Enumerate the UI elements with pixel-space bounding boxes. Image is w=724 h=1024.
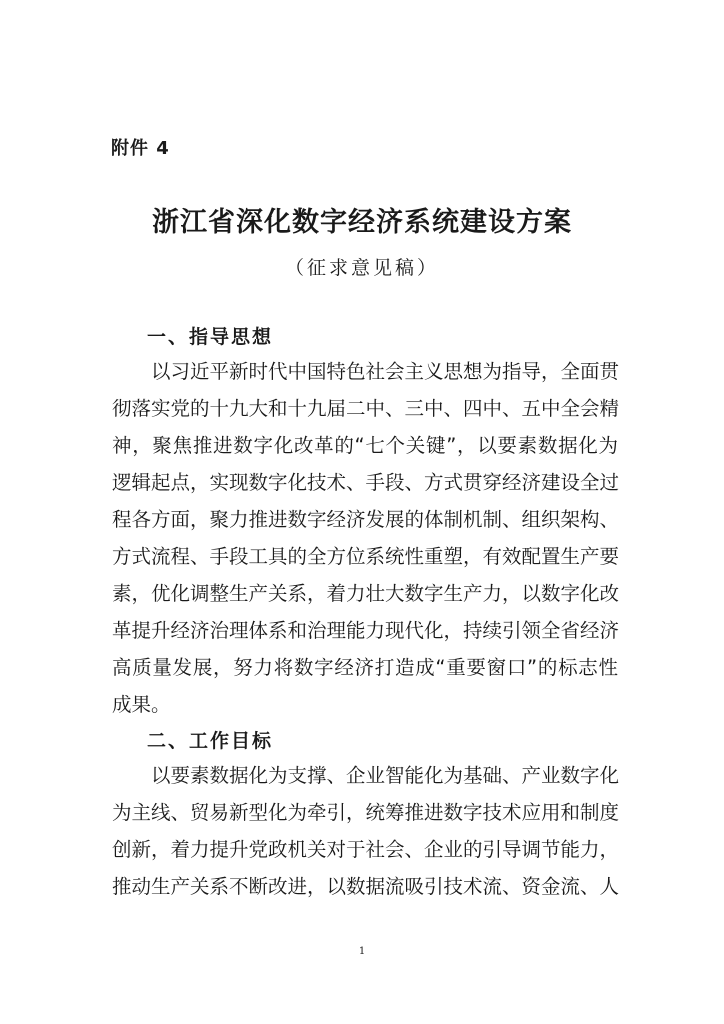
section-heading-work-objectives: 二、工作目标: [147, 730, 274, 752]
paragraph-line: 逻辑起点，实现数字化技术、手段、方式贯穿经济建设全过: [112, 471, 620, 494]
paragraph-line: 成果。: [112, 693, 171, 716]
paragraph-line: 高质量发展，努力将数字经济打造成“重要窗口”的标志性: [112, 656, 618, 679]
paragraph-line: 素，优化调整生产关系，着力壮大数字生产力，以数字化改: [112, 582, 620, 605]
paragraph-line: 为主线、贸易新型化为牵引，统筹推进数字技术应用和制度: [112, 801, 620, 824]
paragraph-line: 以习近平新时代中国特色社会主义思想为指导，全面贯: [151, 360, 620, 383]
paragraph-line: 程各方面，聚力推进数字经济发展的体制机制、组织架构、: [112, 508, 620, 531]
paragraph-line: 以要素数据化为支撑、企业智能化为基础、产业数字化: [151, 764, 620, 787]
page-number: 1: [358, 946, 366, 957]
paragraph-line: 革提升经济治理体系和治理能力现代化，持续引领全省经济: [112, 619, 620, 642]
section-heading-guiding-ideology: 一、指导思想: [147, 326, 274, 348]
document-title: 浙江省深化数字经济系统建设方案: [152, 207, 572, 238]
paragraph-line: 神，聚焦推进数字化改革的“七个关键”，以要素数据化为: [112, 434, 618, 457]
attachment-label: 附件 4: [111, 138, 170, 159]
paragraph-line: 彻落实党的十九大和十九届二中、三中、四中、五中全会精: [112, 397, 620, 420]
paragraph-line: 创新，着力提升党政机关对于社会、企业的引导调节能力，: [112, 838, 620, 861]
paragraph-line: 推动生产关系不断改进，以数据流吸引技术流、资金流、人: [112, 875, 620, 898]
paragraph-line: 方式流程、手段工具的全方位系统性重塑，有效配置生产要: [112, 545, 620, 568]
document-subtitle: （征求意见稿）: [284, 257, 439, 279]
